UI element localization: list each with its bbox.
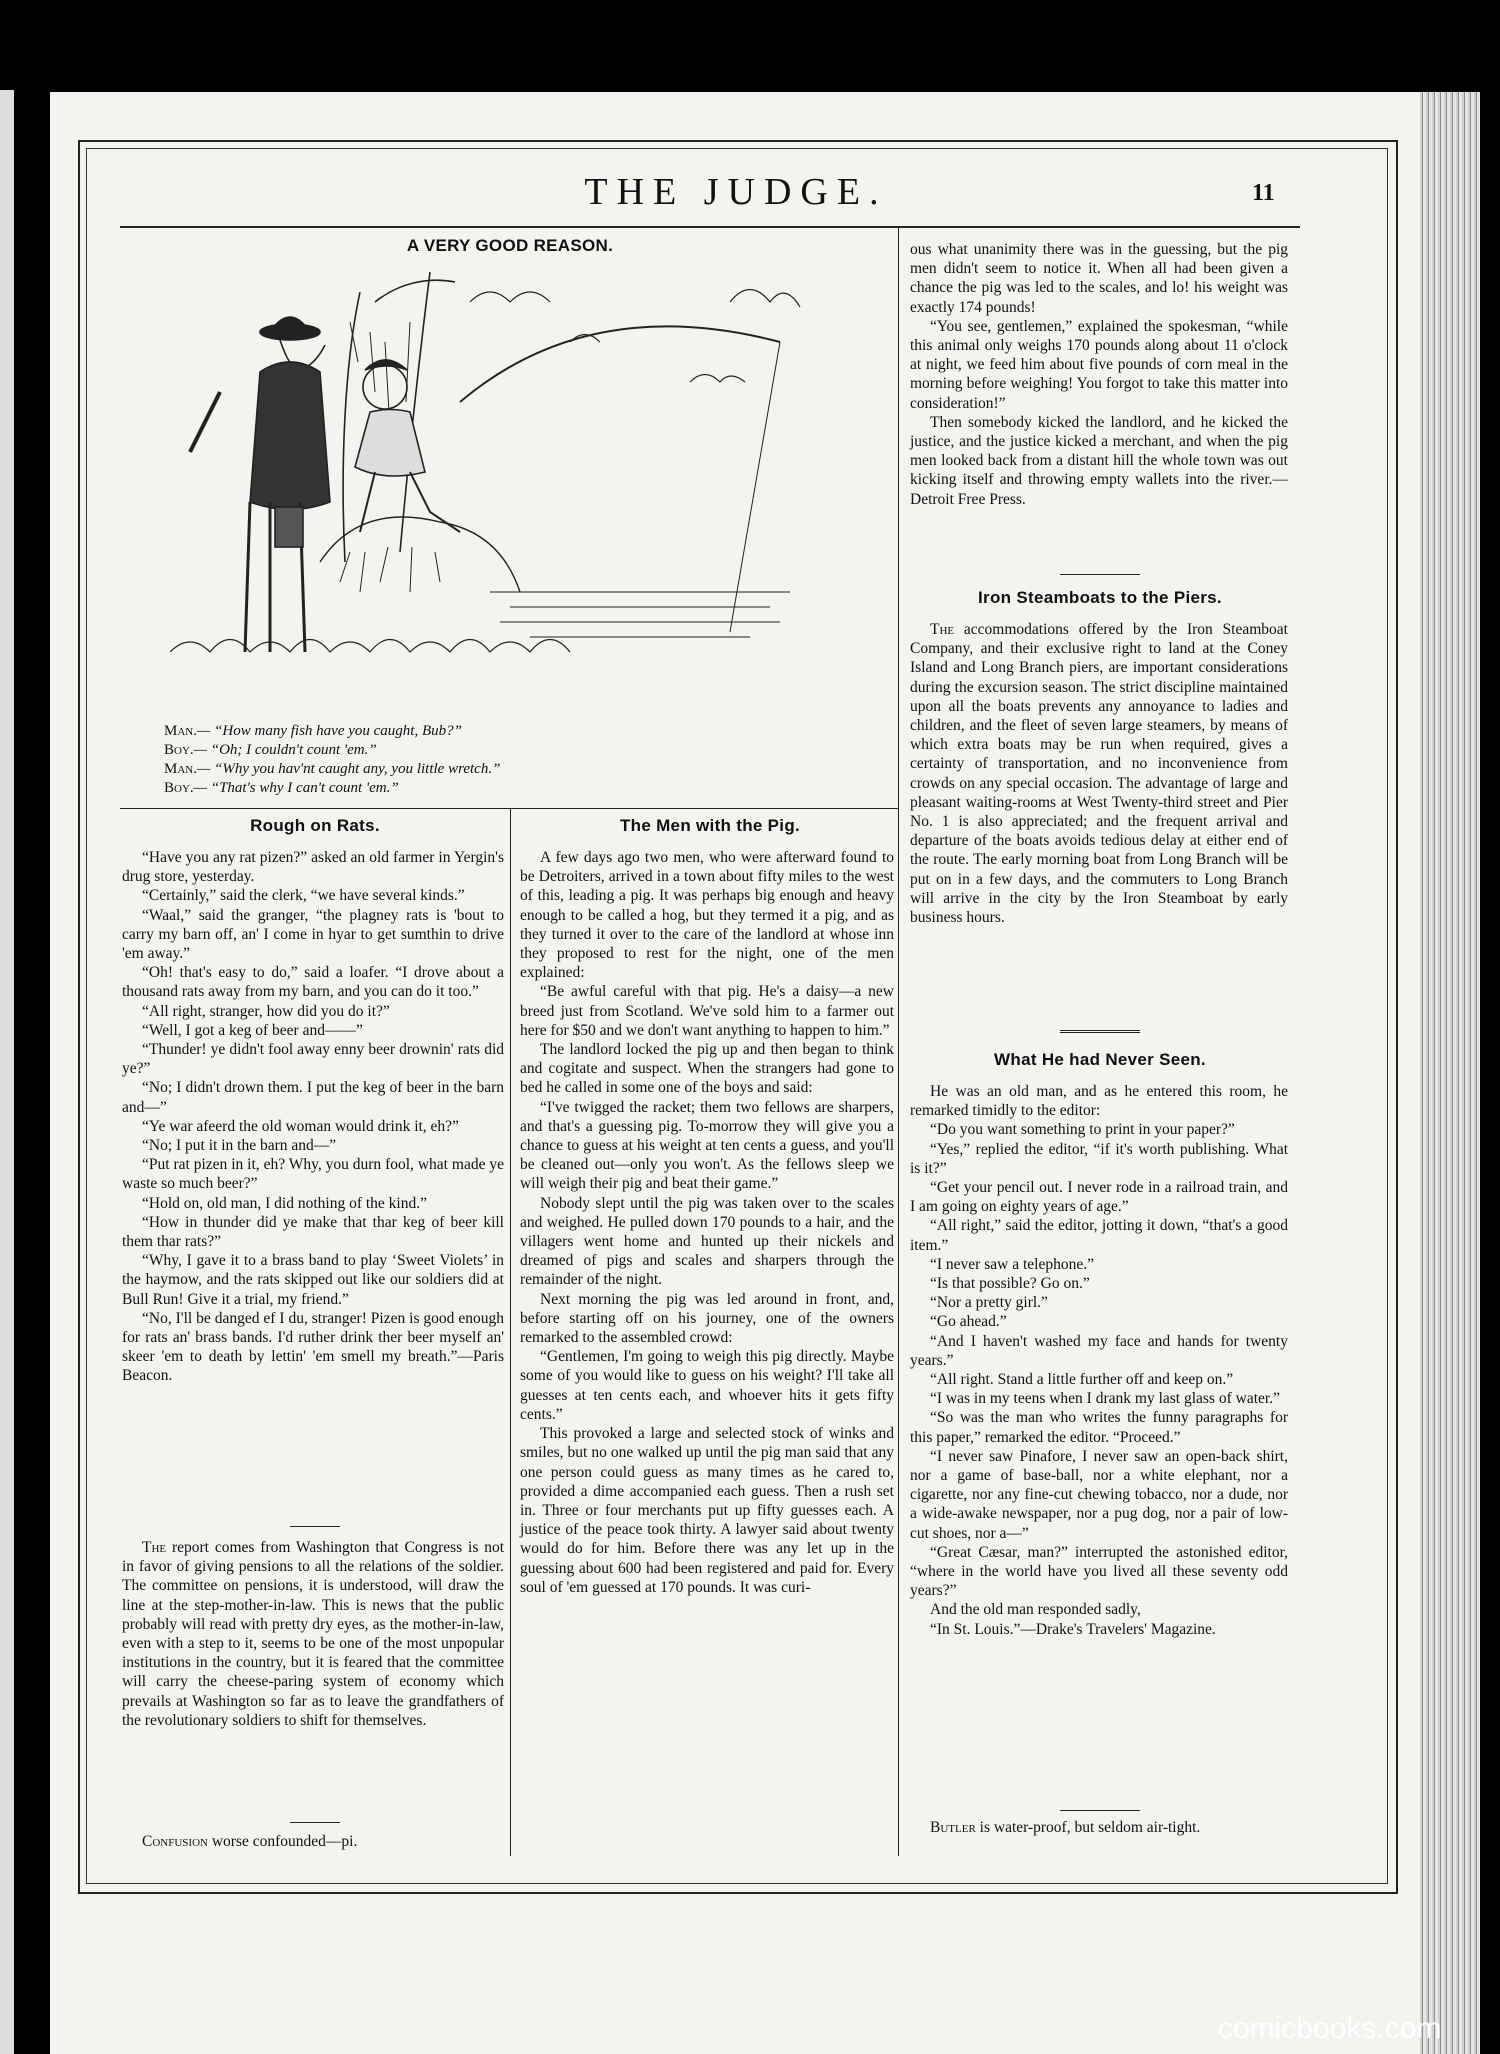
never-seen-headline: What He had Never Seen. [994, 1050, 1206, 1069]
pig-article-continued [910, 240, 1288, 509]
article-paragraph: “I've twigged the racket; them two fellows are sharpers, and that's a guessing pig. To-morrow they will give you a chance to guess at his weight at ten cents a guess, and you'll be cleaned out—only you won't. As the fellows sleep we will weigh their pig and beat their game.” [520, 1098, 894, 1193]
article-paragraph: “Ye war afeerd the old woman would drink it, eh?” [142, 1117, 459, 1135]
article-paragraph: “Nor a pretty girl.” [930, 1294, 1048, 1312]
article-paragraph: “No; I didn't drown them. I put the keg of beer in the barn and—” [122, 1079, 504, 1116]
book-page-edges [1420, 92, 1480, 2054]
left-page-edge [0, 90, 14, 2054]
article-paragraph: “And I haven't washed my face and hands for twenty years.” [910, 1332, 1288, 1369]
fishing-illustration [170, 262, 840, 702]
masthead-title: THE JUDGE. [584, 171, 888, 213]
article-paragraph: “Go ahead.” [930, 1313, 1007, 1331]
article-paragraph: “Is that possible? Go on.” [930, 1275, 1090, 1293]
masthead-rule [120, 226, 1300, 228]
article-paragraph: “You see, gentlemen,” explained the spokesman, “while this animal only weighs 170 pounds along about 11 o'clock at night, we feed him about five pounds of corn meal in the morning before weighing! You forgot to take this matter into consideration!” [910, 317, 1288, 412]
article-paragraph: A few days ago two men, who were afterward found to be Detroiters, arrived in a town about fifty miles to the west of this, leading a pig. It was perhaps big enough and heavy enough to be called a hog, but they termed it a pig, and as they turned it over to the care of the landlord at whose inn they proposed to rest for the night, one of the men explained: [520, 849, 894, 982]
site-watermark: comicbooks.com [1218, 2012, 1442, 2045]
section-divider [290, 1822, 340, 1823]
article-paragraph: Next morning the pig was led around in front, and, before starting off on his journey, one of the owners remarked to the assembled crowd: [520, 1290, 894, 1347]
article-paragraph: “I never saw Pinafore, I never saw an open-back shirt, nor a game of base-ball, nor a white elephant, nor a cigarette, nor any fine-cut chewing tobacco, nor a dude, nor a wide-awake newspaper, nor a pug dog, nor a pair of low-cut shoes, nor a—” [910, 1447, 1288, 1542]
article-paragraph: “Yes,” replied the editor, “if it's worth publishing. What is it?” [910, 1140, 1288, 1177]
article-paragraph: “Have you any rat pizen?” asked an old farmer in Yergin's drug store, yesterday. [122, 849, 504, 886]
caption-line: Boy.— “Oh; I couldn't count 'em.” [164, 742, 377, 758]
caption-line: Boy.— “That's why I can't count 'em.” [164, 780, 399, 796]
article-paragraph: “Oh! that's easy to do,” said a loafer. “I drove about a thousand rats away from my barn, and you can do it too.” [122, 964, 504, 1001]
article-paragraph: “Be awful careful with that pig. He's a daisy—a new breed just from Scotland. We've sold him to a farmer out here for $50 and we don't want anything to happen to him.” [520, 983, 894, 1039]
article-paragraph: “Well, I got a keg of beer and——” [142, 1021, 363, 1039]
butler-paragraph: Butler is water-proof, but seldom air-tight. [930, 1819, 1201, 1836]
article-paragraph: Then somebody kicked the landlord, and he kicked the justice, and the justice kicked a merchant, and when the pig men looked back from a distant hill the whole town was out kicking itself and throwing empty wallets into the river.—Detroit Free Press. [910, 413, 1288, 508]
article-paragraph: “No; I put it in the barn and—” [142, 1137, 337, 1155]
article-paragraph: “In St. Louis.”—Drake's Travelers' Magazine. [930, 1620, 1216, 1638]
section-divider-double [1060, 1030, 1140, 1033]
article-paragraph: “I was in my teens when I drank my last glass of water.” [930, 1390, 1280, 1408]
page-number: 11 [1252, 180, 1275, 206]
illustration-headline: A VERY GOOD REASON. [406, 236, 614, 255]
confusion-paragraph: Confusion worse confounded—pi. [142, 1833, 358, 1850]
rough-on-rats-headline: Rough on Rats. [250, 816, 380, 835]
article-paragraph: “No, I'll be danged ef I du, stranger! Pizen is good enough for rats an' brass bands. I'd ruther drink ther beer myself an' skeer 'em to death by lettin' 'em smell my breath.”—Paris Beacon. [122, 1309, 504, 1385]
section-divider [1060, 1810, 1140, 1811]
article-paragraph: This provoked a large and selected stock of winks and smiles, but no one walked up until the pig man said that any one person could guess as many times as he cared to, provided a dime accompanied each guess. Then a rush set in. Three or four merchants put up fifty guesses each. A justice of the peace took thirty. A lawyer said about twenty would do for him. Before there was any let up in the guessing about 600 had been registered and paid for. Every soul of 'em guessed at 170 pounds. It was curi- [520, 1425, 894, 1596]
article-paragraph: “Thunder! ye didn't fool away enny beer drownin' rats did ye?” [122, 1041, 504, 1078]
article-paragraph: “Certainly,” said the clerk, “we have several kinds.” [142, 887, 465, 905]
never-seen-article [910, 1082, 1288, 1639]
article-paragraph: The landlord locked the pig up and then began to think and cogitate and suspect. When the strangers had gone to bed he called in some one of the boys and said: [520, 1041, 894, 1097]
steamboats-article: The accommodations offered by the Iron Steamboat Company, and their exclusive right to land at the Coney Island and Long Branch piers, are important considerations during the excursion season. The strict discipline maintained upon all the boats prevents any annoyance to ladies and children, and the fleet of seven large steamers, by means of which extra boats may be run when required, gives a certainty of transportation, and no inconvenience from crowds on any special occasion. The advantage of large and pleasant waiting-rooms at West Twenty-third street and Pier No. 1 is also appreciated; and the frequent arrival and departure of the boats avoids tedious delay at either end of the route. The early morning boat from Long Branch will be put on in a few days, and the commuters to Long Branch will arrive in the city by the Iron Steamboat by early business hours. [910, 621, 1288, 927]
article-paragraph: “All right. Stand a little further off and keep on.” [930, 1371, 1234, 1389]
pension-report-paragraph: The report comes from Washington that Congress is not in favor of giving pensions to all the relations of the soldier. The committee on pensions, it is understood, will draw the line at the step-mother-in-law. This is news that the public probably will read with pretty dry eyes, as the mother-in-law, even with a step to it, seems to be one of the most unpopular institutions in the country, but it is feared that the committee will carry the cheese-paring system of economy which prevails at Washington so far as to leave the grandfathers of the revolutionary soldiers to shift for themselves. [122, 1539, 504, 1729]
article-paragraph: “I never saw a telephone.” [930, 1255, 1094, 1273]
article-paragraph: “Waal,” said the granger, “the plagney rats is 'bout to carry my barn off, an' I come in hyar to get sumthin to drive 'em away.” [122, 906, 504, 963]
men-with-pig-headline: The Men with the Pig. [619, 816, 801, 835]
article-paragraph: “Gentlemen, I'm going to weigh this pig directly. Maybe some of you would like to guess on his weight? I'll take all guesses at ten cents each, and whoever hits it gets fifty cents.” [520, 1348, 894, 1423]
rough-on-rats-article [122, 848, 504, 1386]
article-paragraph: “Great Cæsar, man?” interrupted the astonished editor, “where in the world have you lived all these seventy odd years?” [910, 1543, 1288, 1600]
article-paragraph: “Get your pencil out. I never rode in a railroad train, and I am going on eighty years of age.” [910, 1179, 1288, 1216]
caption-line: Man.— “How many fish have you caught, Bub?” [164, 723, 462, 739]
article-paragraph: “Why, I gave it to a brass band to play ‘Sweet Violets’ in the haymow, and the rats skipped out like our soldiers did at Bull Run! Give it a trial, my friend.” [122, 1252, 504, 1308]
article-paragraph: “All right, stranger, how did you do it?” [142, 1002, 390, 1020]
article-paragraph: “All right,” said the editor, jotting it down, “that's a good item.” [910, 1217, 1288, 1254]
column-rule-right [898, 228, 899, 1856]
section-divider [290, 1526, 340, 1527]
article-paragraph: ous what unanimity there was in the guessing, but the pig men didn't seem to notice it. When all had been given a chance the pig was led to the scales, and lo! his weight was exactly 174 pounds! [910, 241, 1288, 316]
article-paragraph: He was an old man, and as he entered this room, he remarked timidly to the editor: [910, 1083, 1288, 1120]
article-paragraph: “Do you want something to print in your paper?” [930, 1121, 1235, 1139]
illustration-caption [164, 722, 724, 798]
section-divider [1060, 574, 1140, 575]
column-rule-left [510, 808, 511, 1856]
illustration-bottom-rule [120, 808, 898, 809]
article-paragraph: “How in thunder did ye make that thar keg of beer kill them thar rats?” [122, 1213, 504, 1251]
article-paragraph: “So was the man who writes the funny paragraphs for this paper,” remarked the editor. “Proceed.” [910, 1409, 1288, 1446]
caption-line: Man.— “Why you hav'nt caught any, you little wretch.” [164, 761, 501, 777]
article-paragraph: And the old man responded sadly, [930, 1601, 1141, 1619]
men-with-pig-article [520, 848, 894, 1597]
article-paragraph: “Hold on, old man, I did nothing of the kind.” [142, 1194, 427, 1212]
steamboats-headline: Iron Steamboats to the Piers. [978, 588, 1222, 607]
article-paragraph: “Put rat pizen in it, eh? Why, you durn fool, what made ye waste so much beer?” [122, 1156, 504, 1193]
article-paragraph: Nobody slept until the pig was taken over to the scales and weighed. He pulled down 170 pounds to a hair, and the villagers went home and hunted up their nickels and dreamed of pigs and scales and sharpers through the remainder of the night. [520, 1194, 894, 1289]
